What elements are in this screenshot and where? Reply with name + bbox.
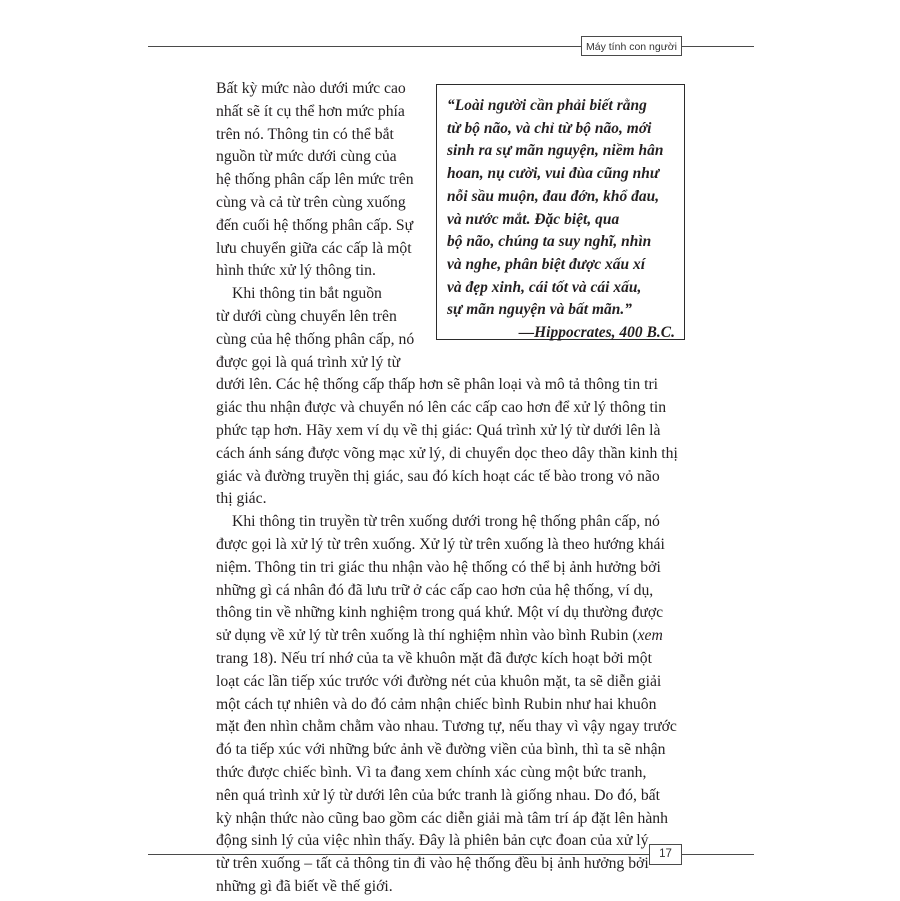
quote-line: “Loài người cần phải biết rằng [447, 97, 647, 114]
body-line: dưới lên. Các hệ thống cấp thấp hơn sẽ phân loại và mô tả thông tin tri [216, 376, 659, 394]
body-line: giác và đường truyền thị giác, sau đó kích hoạt các tế bào trong vỏ não [216, 467, 660, 485]
body-line: động sinh lý của việc nhìn thấy. Đây là phiên bản cực đoan của xử lý [216, 832, 649, 850]
body-line: được gọi là xử lý từ trên xuống. Xử lý từ trên xuống là theo hướng khái [216, 535, 665, 553]
footer-rule-right [682, 854, 754, 855]
body-line: kỳ nhận thức nào cũng bao gồm các diễn giải mà tâm trí áp đặt lên hành [216, 809, 668, 827]
body-line: những gì đã biết về thế giới. [216, 877, 393, 895]
running-title: Máy tính con người [581, 36, 682, 56]
body-line: trên nó. Thông tin có thể bắt [216, 125, 394, 143]
body-line: từ dưới cùng chuyển lên trên [216, 307, 397, 325]
header-rule-right [682, 46, 754, 47]
body-line: một cách tự nhiên và do đó cảm nhận chiếc bình Rubin như hai khuôn [216, 695, 657, 713]
body-line: cùng của hệ thống phân cấp, nó [216, 330, 415, 348]
body-line: đó ta tiếp xúc với những bức ảnh về đường viền của bình, thì ta sẽ nhận [216, 741, 666, 759]
body-line: đến cuối hệ thống phân cấp. Sự [216, 216, 414, 234]
body-line: niệm. Thông tin tri giác thu nhận vào hệ thống có thể bị ảnh hưởng bởi [216, 558, 661, 576]
body-line: Khi thông tin bắt nguồn [232, 285, 382, 303]
quote-line: sự mãn nguyện và bất mãn.” [447, 301, 632, 319]
body-line: lưu chuyển giữa các cấp là một [216, 239, 412, 257]
body-line: hệ thống phân cấp lên mức trên [216, 171, 414, 189]
body-line: loạt các lần tiếp xúc trước với đường nét của khuôn mặt, ta sẽ diễn giải [216, 672, 662, 690]
body-line-with-italic [216, 625, 687, 648]
body-line: nên quá trình xử lý từ dưới lên của bức tranh là giống nhau. Do đó, bất [216, 786, 660, 804]
quote-line: và nước mắt. Đặc biệt, qua [447, 210, 620, 228]
quote-line: và nghe, phân biệt được xấu xí [447, 255, 646, 273]
body-line: giác thu nhận được và chuyển nó lên các cấp cao hơn để xử lý thông tin [216, 399, 667, 417]
body-text [216, 78, 687, 899]
body-line: mặt đen nhìn chằm chằm vào nhau. Tương tự, nếu thay vì vậy ngay trước [216, 718, 677, 736]
quote-line: từ bộ não, và chỉ từ bộ não, mới [447, 119, 652, 137]
body-line: nguồn từ mức dưới cùng của [216, 148, 397, 166]
body-line: nhất sẽ ít cụ thể hơn mức phía [216, 102, 405, 120]
body-line: trang 18). Nếu trí nhớ của ta về khuôn mặt đã được kích hoạt bởi một [216, 649, 652, 667]
quote-line: và đẹp xinh, cái tốt và cái xấu, [447, 278, 642, 296]
page-number: 17 [649, 844, 682, 865]
body-line: hình thức xử lý thông tin. [216, 262, 376, 280]
body-line: cách ánh sáng được võng mạc xử lý, di chuyển dọc theo dây thần kinh thị [216, 444, 678, 462]
quote-line: hoan, nụ cười, vui đùa cũng như [447, 165, 660, 183]
body-line: từ trên xuống – tất cả thông tin đi vào hệ thống đều bị ảnh hưởng bởi [216, 855, 649, 873]
italic-xem: xem [637, 627, 663, 645]
footer-rule-left [148, 854, 649, 855]
header-rule-left [148, 46, 581, 47]
body-line: những gì cá nhân đó đã lưu trữ ở các cấp cao hơn của hệ thống, ví dụ, [216, 581, 654, 599]
body-line: thức được chiếc bình. Vì ta đang xem chính xác cùng một bức tranh, [216, 763, 647, 781]
quote-author: —Hippocrates, 400 B.C. [518, 324, 675, 342]
body-line: thông tin về những kinh nghiệm trong quá khứ. Một ví dụ thường được [216, 604, 664, 622]
body-line: cùng và cả từ trên cùng xuống [216, 193, 406, 211]
body-line-text: sử dụng về xử lý từ trên xuống là thí nghiệm nhìn vào bình Rubin ( [216, 627, 638, 645]
body-line: thị giác. [216, 490, 267, 508]
body-line: được gọi là quá trình xử lý từ [216, 353, 401, 371]
body-line: Khi thông tin truyền từ trên xuống dưới trong hệ thống phân cấp, nó [232, 513, 660, 531]
quote-line: sinh ra sự mãn nguyện, niềm hân [447, 142, 664, 160]
body-line: phức tạp hơn. Hãy xem ví dụ về thị giác: Quá trình xử lý từ dưới lên là [216, 421, 661, 439]
quote-line: nỗi sầu muộn, đau đớn, khổ đau, [447, 187, 660, 205]
quote-line: bộ não, chúng ta suy nghĩ, nhìn [447, 233, 652, 251]
body-line: Bất kỳ mức nào dưới mức cao [216, 80, 406, 97]
